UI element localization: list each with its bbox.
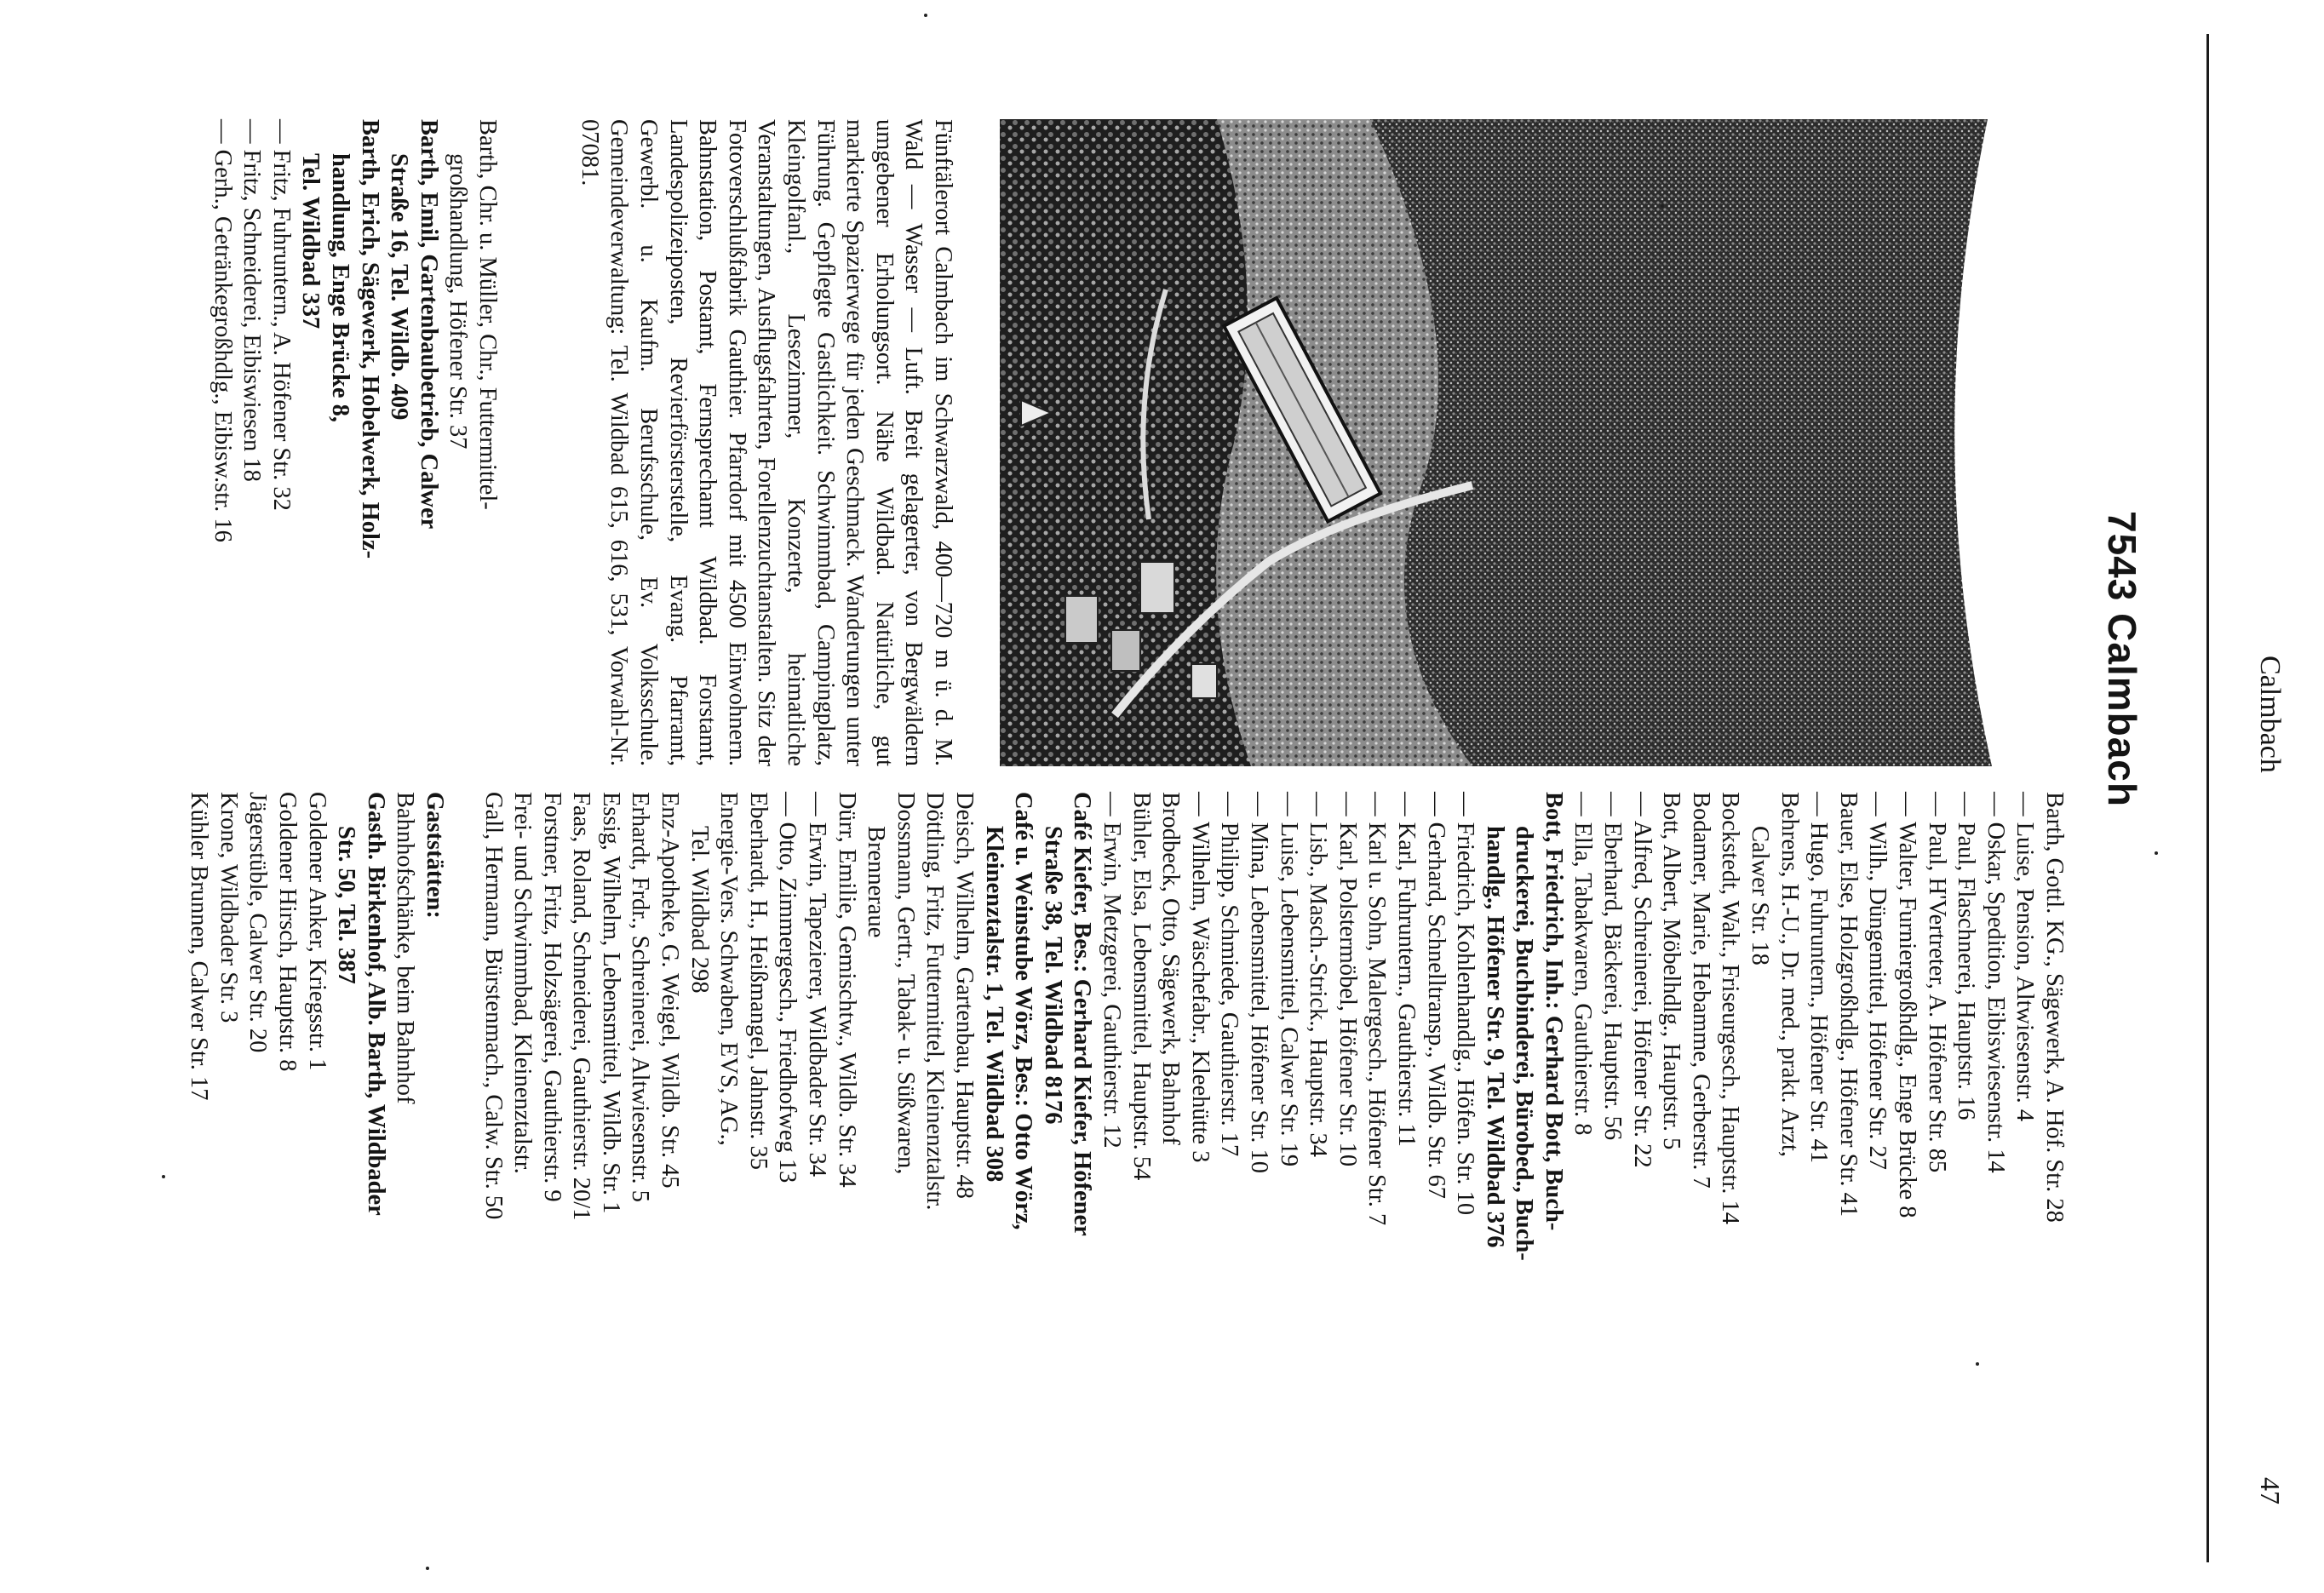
directory-entry: Tel. Wildbad 298 (686, 826, 713, 994)
directory-entry: Goldener Anker, Kriegsstr. 1 (303, 792, 330, 1071)
directory-entry: Dürr, Emilie, Gemischtw., Wildb. Str. 34 (833, 792, 860, 1188)
print-speck (1976, 1362, 1979, 1366)
directory-entry: Frei- und Schwimmbad, Kleinenztalstr. (509, 792, 537, 1174)
page-number: 47 (2255, 1477, 2286, 1504)
directory-entry: — Eberhard, Bäckerei, Hauptstr. 56 (1599, 792, 1627, 1141)
town-description: Fünftälerort Calmbach im Schwarzwald, 400—720 m ü. d. M. Wald — Wasser — Luft. Breit gelagerter, von Bergwäldern umgebener Erholungsort. Nähe Wildbad. Natürliche, gut markierte Spazierwege für jeden Geschmack. Wanderungen unter Führung. Gepflegte Gastlichkeit. Schwimmbad, Campingplatz, Kleingolfanl., Lesezimmer, Konzerte, heimatliche Veranstaltungen, Ausflugsfahrten, Forellenzuchtanstalten. Sitz der Fotoverschlußfabrik Gauthier. Pfarrdorf mit 4500 Einwohnern. Bahnstation, Postamt, Fernsprechamt Wildbad. Forstamt, Landespolizeiposten, Revierförsterstelle, Evang. Pfarramt, Gewerbl. u. Kaufm. Berufsschule, Ev. Volksschule. Gemeindeverwaltung: Tel. Wildbad 615, 616, 531, Vorwahl-Nr. 07081. (576, 119, 956, 766)
print-speck (2155, 851, 2158, 855)
print-speck (162, 1175, 165, 1178)
directory-entry: großhandlung, Höfener Str. 37 (445, 153, 472, 450)
print-speck (924, 14, 927, 17)
directory-entry: — Gerhard, Schnelltransp., Wildb. Str. 67 (1422, 792, 1449, 1200)
directory-entry: — Walter, Furniergroßhdlg., Enge Brücke 8 (1894, 792, 1921, 1218)
directory-entry: Tel. Wildbad 337 (297, 153, 324, 329)
directory-entry: Dossmann, Gertr., Tabak- u. Süßwaren, (892, 792, 919, 1175)
directory-entry: Krone, Wildbader Str. 3 (215, 792, 242, 1023)
directory-entry: handlung, Enge Brücke 8, (327, 153, 354, 422)
page-title: 7543 Calmbach (2100, 511, 2144, 807)
directory-entry: Behrens, H.-U., Dr. med., prakt. Arzt, (1776, 792, 1803, 1157)
directory-entry: — Karl, Fuhruntern., Gauthierstr. 11 (1392, 792, 1420, 1147)
directory-entry: Bühler, Elsa, Lebensmittel, Hauptstr. 54 (1128, 792, 1155, 1181)
directory-entry: — Paul, H'Vertreter, A. Höfener Str. 85 (1923, 792, 1950, 1173)
directory-entry: — Alfred, Schreinerei, Höfener Str. 22 (1628, 792, 1655, 1168)
directory-entry: — Philipp, Schmiede, Gauthierstr. 17 (1216, 792, 1243, 1157)
directory-entry: Bodamer, Marie, Hebamme, Gerberstr. 7 (1687, 792, 1714, 1189)
directory-entry: — Erwin, Tapezierer, Wildbader Str. 34 (804, 792, 831, 1178)
directory-entry: — Wilhelm, Wäschefabr., Kleehütte 3 (1186, 792, 1214, 1163)
directory-entry: Deisch, Wilhelm, Gartenbau, Hauptstr. 48 (951, 792, 978, 1199)
directory-column-left (207, 119, 502, 559)
print-speck (426, 1567, 429, 1570)
directory-entry: Bahnhofschänke, beim Bahnhof (392, 792, 419, 1104)
directory-entry: Enz-Apotheke, G. Weigel, Wildb. Str. 45 (657, 792, 684, 1189)
directory-entry: Döttling, Fritz, Futtermittel, Kleinenztalstr. (921, 792, 949, 1211)
directory-entry: Gall, Hermann, Bürstenmach., Calw. Str. 50 (479, 792, 507, 1220)
directory-entry: — Oskar, Spedition, Eibiswiesenstr. 14 (1982, 792, 2009, 1173)
directory-entry: Faas, Roland, Schneiderei, Gauthierstr. 20/1 (568, 792, 595, 1221)
directory-entry: Kleinenztalstr. 1, Tel. Wildbad 308 (980, 826, 1007, 1183)
header-rule (2206, 34, 2209, 1562)
directory-entry: — Friedrich, Kohlenhandlg., Höfen. Str. 10 (1452, 792, 1479, 1216)
print-speck (1661, 204, 1664, 208)
directory-entry: Gasth. Birkenhof, Alb. Barth, Wildbader (362, 792, 389, 1216)
directory-entry: Barth, Chr. u. Müller, Chr., Futtermittel- (474, 119, 501, 510)
directory-entry: — Wilh., Düngemittel, Höfener Str. 27 (1864, 792, 1891, 1170)
directory-entry: Barth, Gottl. KG., Sägewerk, A. Höf. Str. 28 (2041, 792, 2068, 1223)
directory-entry: — Luise, Pension, Altwiesenstr. 4 (2011, 792, 2039, 1122)
directory-entry: Forstner, Fritz, Holzsägerei, Gauthierstr. 9 (538, 792, 565, 1202)
directory-entry: Bockstedt, Walt., Friseurgesch., Hauptstr. 14 (1717, 792, 1744, 1225)
running-title: Calmbach (2254, 656, 2286, 773)
column-spacer (449, 792, 478, 1261)
directory-entry: Brenneraue (863, 826, 890, 938)
directory-entry: Essig, Wilhelm, Lebensmittel, Wildb. Str. 1 (597, 792, 624, 1214)
directory-entry: — Fritz, Schneiderei, Eibiswiesen 18 (238, 119, 266, 482)
directory-entry: — Ella, Tabakwaren, Gauthierstr. 8 (1569, 792, 1597, 1136)
directory-entry: Erhardt, Frdr., Schreinerei, Altwiesenstr. 5 (627, 792, 654, 1203)
directory-entry: Calwer Str. 18 (1747, 826, 1774, 966)
directory-entry: — Lisb., Masch.-Strick., Hauptstr. 34 (1305, 792, 1332, 1158)
directory-entry: Barth, Emil, Gartenbaubetrieb, Calwer (415, 119, 442, 530)
directory-entry: Bauer, Else, Holzgroßhdlg., Höfener Str. 41 (1834, 792, 1862, 1218)
directory-entry: handlg., Höfener Str. 9, Tel. Wildbad 376 (1481, 826, 1508, 1248)
directory-entry: — Luise, Lebensmittel, Calwer Str. 19 (1275, 792, 1302, 1167)
directory-entry: Energie-Vers. Schwaben, EVS, AG., (715, 792, 743, 1146)
directory-entry: Barth, Erich, Sägewerk, Hobelwerk, Holz- (356, 119, 383, 559)
directory-entry: druckerei, Buchbinderei, Bürobed., Buch- (1511, 826, 1538, 1261)
directory-entry: Kühler Brunnen, Calwer Str. 17 (186, 792, 213, 1101)
directory-entry: Str. 50, Tel. 387 (333, 826, 360, 984)
directory-entry: — Erwin, Metzgerei, Gauthierstr. 12 (1099, 792, 1125, 1149)
directory-entry: Straße 16, Tel. Wildb. 409 (386, 153, 413, 421)
directory-entry: — Paul, Flaschnerei, Hauptstr. 16 (1953, 792, 1980, 1120)
directory-entry: Café Kiefer, Bes.: Gerhard Kiefer, Höfener (1069, 792, 1096, 1236)
directory-entry: Bott, Albert, Möbelhdlg., Hauptstr. 5 (1658, 792, 1685, 1150)
directory-entry: Jägerstüble, Calwer Str. 20 (244, 792, 272, 1053)
directory-entry: — Hugo, Fuhruntern., Höfener Str. 41 (1805, 792, 1833, 1164)
directory-entry: — Karl, Polstermöbel, Höfener Str. 10 (1334, 792, 1361, 1167)
directory-entry: — Karl u. Sohn, Malergesch., Höfener Str. 7 (1363, 792, 1391, 1226)
directory-entry: Straße 38, Tel. Wildbad 8176 (1039, 826, 1066, 1125)
directory-entry: — Gerh., Getränkegroßhdlg., Eibisw.str. 16 (209, 119, 236, 542)
directory-entry: — Mina, Lebensmittel, Höfener Str. 10 (1245, 792, 1272, 1173)
directory-entry: — Fritz, Fuhruntern., A. Höfener Str. 32 (267, 119, 295, 511)
directory-column-right (184, 792, 2069, 1261)
directory-entry: — Otto, Zimmergesch., Friedhofweg 13 (774, 792, 801, 1183)
directory-entry: Brodbeck, Otto, Sägewerk, Bahnhof (1157, 792, 1185, 1145)
directory-entry: Café u. Weinstube Wörz, Bes.: Otto Wörz, (1010, 792, 1037, 1230)
directory-entry: Bott, Friedrich, Inh.: Gerhard Bott, Buch- (1540, 792, 1567, 1231)
directory-entry: Eberhardt, H., Heißmangel, Jahnstr. 35 (744, 792, 772, 1171)
town-photo (978, 119, 2069, 766)
directory-entry: Gaststätten: (421, 792, 448, 919)
directory-entry: Goldener Hirsch, Hauptstr. 8 (273, 792, 301, 1072)
